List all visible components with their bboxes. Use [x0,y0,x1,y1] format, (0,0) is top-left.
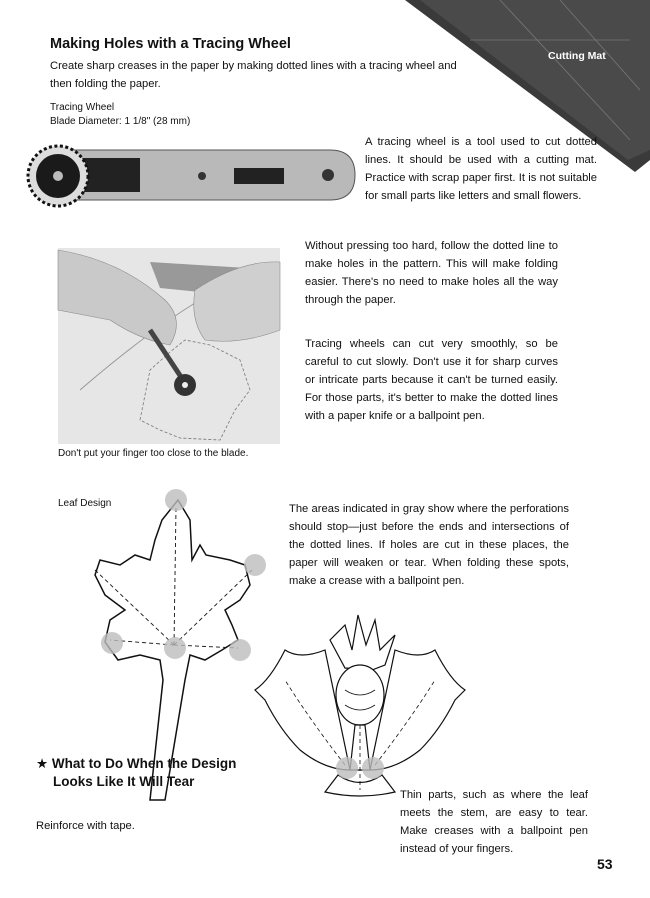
paragraph-tool-description: A tracing wheel is a tool used to cut dotted lines. It should be used with a cutting mat. Practice with scrap paper first. It is not suitable for small parts like letters and small flowers. [365,136,597,202]
photo-caption: Don't put your finger too close to the blade. [58,448,249,459]
star-icon: ★ [36,756,49,771]
tracing-wheel-name: Tracing Wheel [50,102,115,113]
tip-heading-line2: Looks Like It Will Tear [53,774,195,789]
paragraph-gray-areas: The areas indicated in gray show where the perforations should stop—just before the ends and intersections of the dotted lines. If holes are cut in these places, the paper will weaken or tear. When folding these spots, make a crease with a ballpoint pen. [289,503,569,587]
leaf-design-label: Leaf Design [58,498,112,509]
paragraph-follow-line: Without pressing too hard, follow the dotted line to make holes in the pattern. This will make folding easier. There's no need to make holes all the way through the paper. [305,240,558,306]
paragraph-thin-parts: Thin parts, such as where the leaf meets the stem, are easy to tear. Make creases with a ballpoint pen instead of your fingers. [400,789,588,855]
blade-diameter: Blade Diameter: 1 1/8" (28 mm) [50,116,191,127]
intro-text: Create sharp creases in the paper by making dotted lines with a tracing wheel and then folding the paper. [50,60,457,90]
tip-heading-line1: What to Do When the Design [51,756,237,771]
page-number: 53 [597,856,613,872]
cutting-mat-label: Cutting Mat [548,50,606,62]
tip-text: Reinforce with tape. [36,820,135,832]
tip-heading [36,755,236,791]
paragraph-cut-slowly: Tracing wheels can cut very smoothly, so be careful to cut slowly. Don't use it for sharp curves or intricate parts because it can't be turned easily. For those parts, it's better to make the dotted lines with a paper knife or a ballpoint pen. [305,338,558,422]
page-title: Making Holes with a Tracing Wheel [50,36,291,52]
